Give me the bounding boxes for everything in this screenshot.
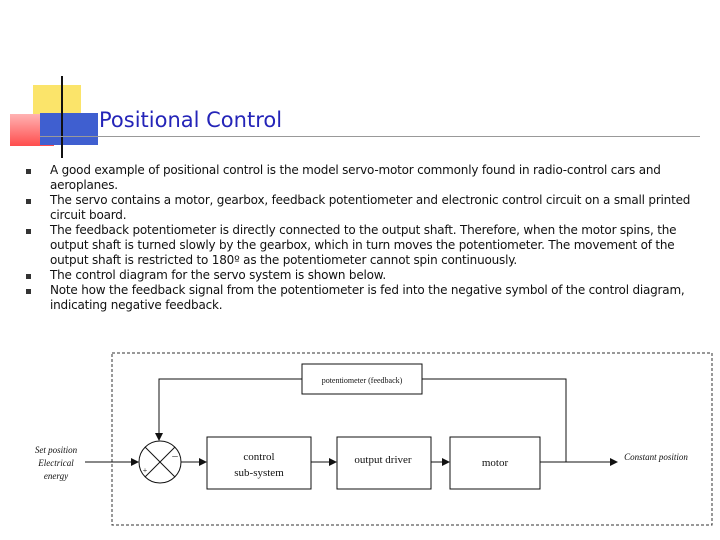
bullet-square-icon [26,289,31,294]
bullet-list [25,163,705,313]
bullet-item [25,163,705,193]
bullet-square-icon [26,229,31,234]
minus-sign: – [172,450,178,462]
control-block-label: control [243,451,275,463]
input-label-line: Set position [34,445,78,455]
input-label-line: energy [43,471,69,481]
control-diagram [0,345,720,535]
bullet-text: The servo contains a motor, gearbox, feedback potentiometer and electronic control circuit on a small printed circuit board. [50,193,691,222]
bullet-text: A good example of positional control is the model servo-motor commonly found in radio-control cars and aeroplanes. [50,163,661,192]
bullet-item [25,223,705,268]
bullet-item [25,193,705,223]
decor-vertical-line [61,76,63,158]
feedback-label: potentiometer (feedback) [321,376,403,385]
bullet-text: Note how the feedback signal from the potentiometer is fed into the negative symbol of the control diagram, indicating negative feedback. [50,283,685,312]
title-underline [40,136,700,137]
bullet-item [25,268,705,283]
bullet-text: The feedback potentiometer is directly connected to the output shaft. Therefore, when the motor spins, the output shaft is turned slowly by the gearbox, which in turn moves the potentiometer. The movement of the output shaft is restricted to 180º as the potentiometer cannot spin continuously. [50,223,677,267]
control-subsystem-block [207,437,311,489]
decor-blue-square [40,113,98,145]
output-label: Constant position [624,452,688,462]
bullet-square-icon [26,274,31,279]
plus-sign: + [142,466,148,475]
feedback-line-left [159,379,302,440]
driver-block-label: output driver [354,454,412,466]
bullet-item [25,283,705,313]
slide-title: Positional Control [99,108,283,132]
motor-block-label: motor [481,457,509,469]
bullet-square-icon [26,169,31,174]
input-label-line: Electrical [38,458,74,468]
bullet-square-icon [26,199,31,204]
control-block-label: sub-system [234,467,284,479]
bullet-text: The control diagram for the servo system is shown below. [50,268,386,282]
